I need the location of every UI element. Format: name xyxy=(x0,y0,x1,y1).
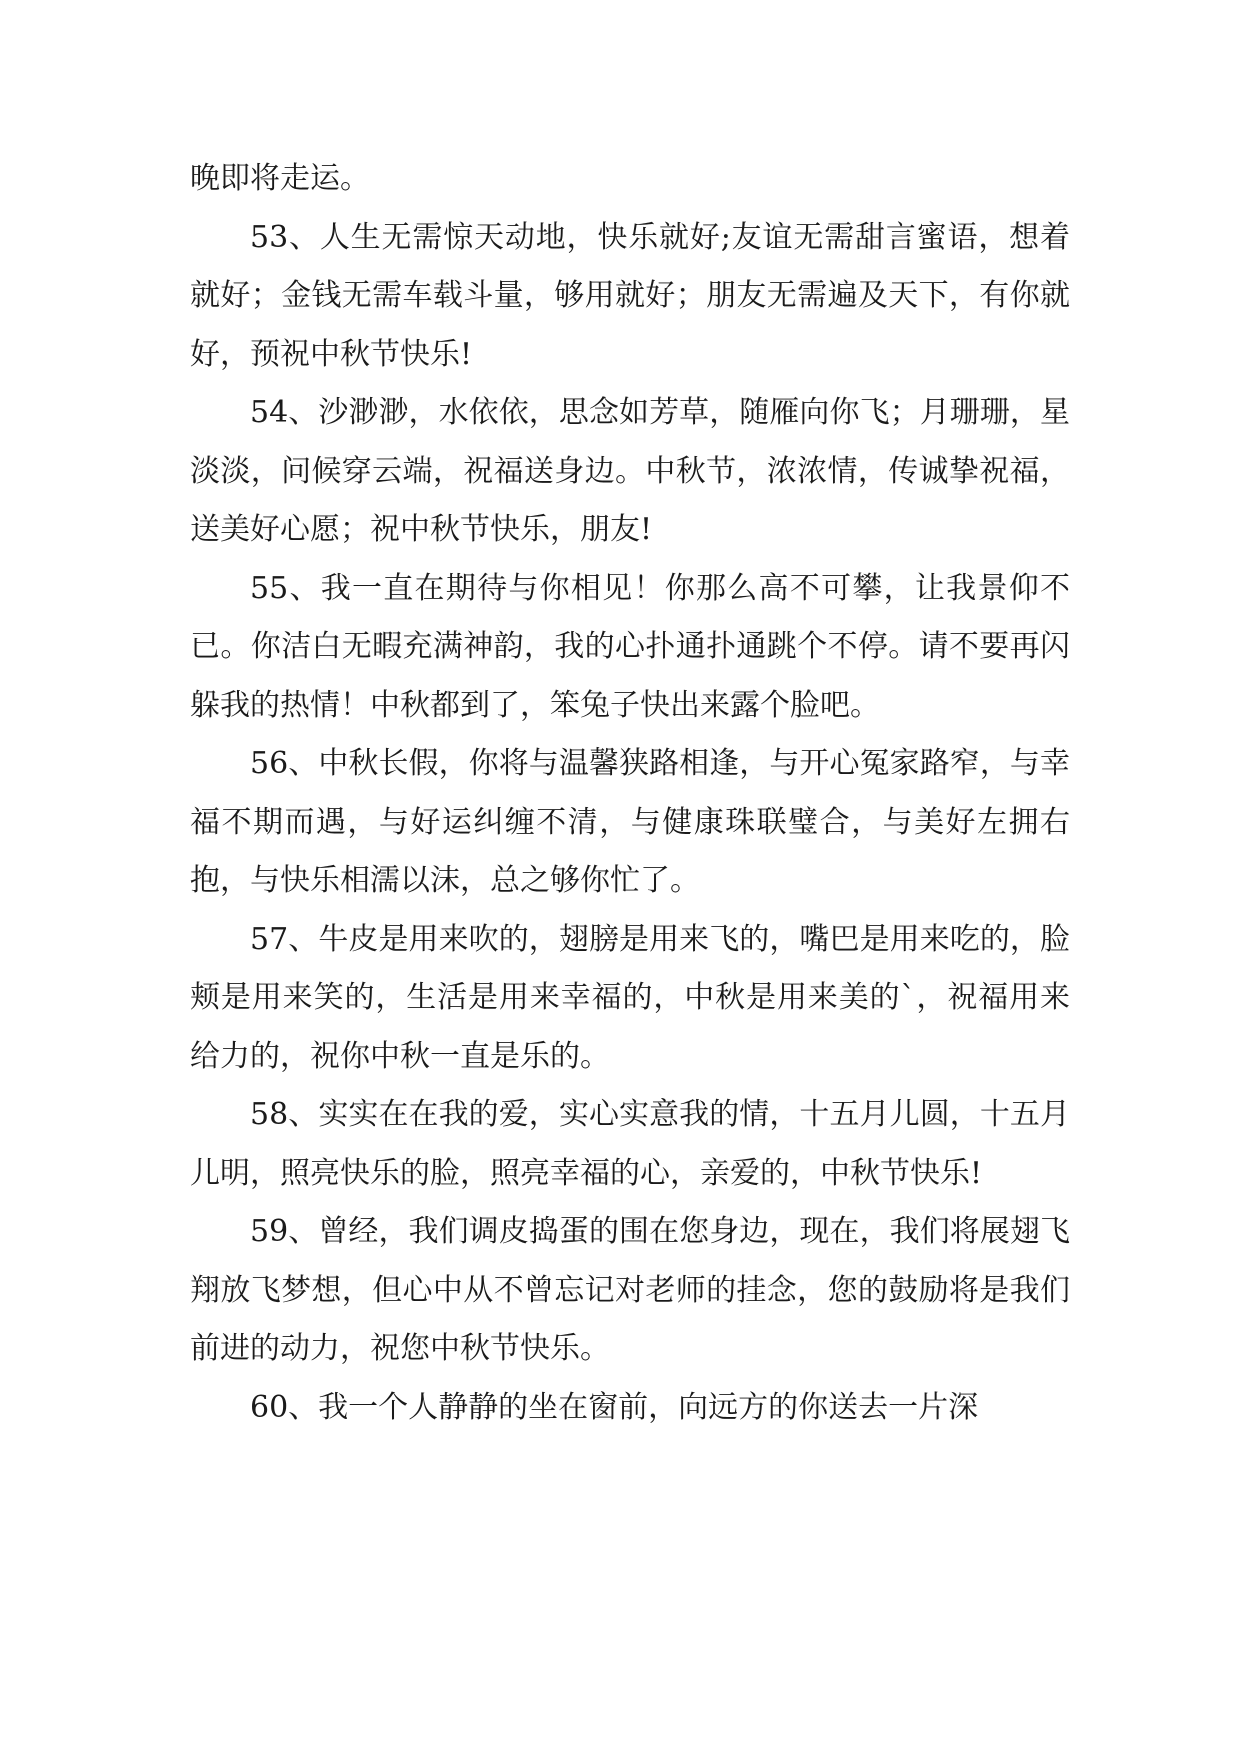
paragraph: 53、人生无需惊天动地，快乐就好;友谊无需甜言蜜语，想着就好；金钱无需车载斗量，够用就好；朋友无需遍及天下，有你就好，预祝中秋节快乐! xyxy=(190,219,1070,372)
paragraph: 晚即将走运。 xyxy=(190,161,370,196)
paragraph: 56、中秋长假，你将与温馨狭路相逢，与开心冤家路窄，与幸福不期而遇，与好运纠缠不清，与健康珠联璧合，与美好左拥右抱，与快乐相濡以沫，总之够你忙了。 xyxy=(190,746,1070,898)
paragraph: 60、我一个人静静的坐在窗前，向远方的你送去一片深 xyxy=(250,1389,979,1425)
document-body xyxy=(190,150,1070,1437)
paragraph: 55、我一直在期待与你相见！你那么高不可攀，让我景仰不已。你洁白无暇充满神韵，我的心扑通扑通跳个不停。请不要再闪躲我的热情！中秋都到了，笨兔子快出来露个脸吧。 xyxy=(190,570,1070,723)
paragraph: 57、牛皮是用来吹的，翅膀是用来飞的，嘴巴是用来吃的，脸颊是用来笑的，生活是用来幸福的，中秋是用来美的`，祝福用来给力的，祝你中秋一直是乐的。 xyxy=(190,921,1070,1074)
paragraph: 54、沙渺渺，水依依，思念如芳草，随雁向你飞；月珊珊，星淡淡，问候穿云端，祝福送身边。中秋节，浓浓情，传诚挚祝福，送美好心愿；祝中秋节快乐，朋友! xyxy=(190,395,1070,547)
paragraph: 59、曾经，我们调皮捣蛋的围在您身边，现在，我们将展翅飞翔放飞梦想，但心中从不曾忘记对老师的挂念，您的鼓励将是我们前进的动力，祝您中秋节快乐。 xyxy=(190,1214,1070,1366)
paragraph: 58、实实在在我的爱，实心实意我的情，十五月儿圆，十五月儿明，照亮快乐的脸，照亮幸福的心，亲爱的，中秋节快乐! xyxy=(190,1097,1070,1191)
